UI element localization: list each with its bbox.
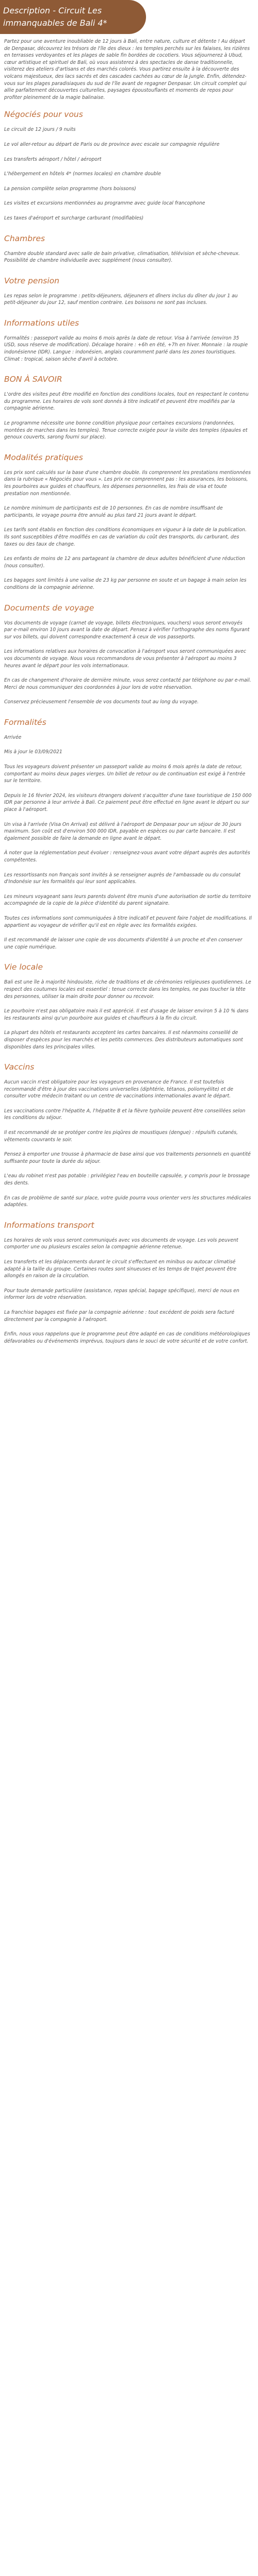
section-title-formalites: Formalités [4, 717, 46, 727]
section-title-modalites-pratiques: Modalités pratiques [4, 452, 83, 462]
section-title-vie-locale: Vie locale [4, 962, 43, 972]
section-paragraph-documents-de-voyage: En cas de changement d'horaire de dernière minute, vous serez contacté par téléphone ou par e-mail. Merci de nous communiquer des coordonnées à jour lors de votre réservation. [4, 677, 251, 690]
section-paragraph-formalites: Les ressortissants non français sont invités à se renseigner auprès de l'ambassade ou du consulat d'Indonésie sur les formalités qui leur sont applicables. [4, 872, 240, 885]
section-paragraph-formalites: Mis à jour le 03/09/2021 [4, 749, 62, 755]
section-paragraph-negocies-pour-vous: Les visites et excursions mentionnées au programme avec guide local francophone [4, 200, 205, 207]
section-paragraph-formalites: Un visa à l'arrivée (Visa On Arrival) est délivré à l'aéroport de Denpasar pour un séjour de 30 jours maximum. Son coût est d'environ 500 000 IDR, payable en espèces ou par carte bancaire. Il est également possible de faire la demande en ligne avant le départ. [4, 821, 241, 841]
section-paragraph-modalites-pratiques: Les prix sont calculés sur la base d'une chambre double. Ils comprennent les prestations mentionnées dans la rubrique « Négociés pour vous ». Les prix ne comprennent pas : les assurances, les boissons, les pourboires aux guides et chauffeurs, les dépenses personnelles, les frais de visa et toute prestation non mentionnée. [4, 469, 251, 497]
section-paragraph-vie-locale: La plupart des hôtels et restaurants acceptent les cartes bancaires. Il est néanmoins conseillé de disposer d'espèces pour les marchés et les petits commerces. Des distributeurs automatiques sont disponibles dans les principales villes. [4, 1030, 243, 1050]
section-paragraph-informations-transport: Les horaires de vols vous seront communiqués avec vos documents de voyage. Les vols peuvent comporter une ou plusieurs escales selon la compagnie aérienne retenue. [4, 1237, 238, 1250]
section-title-informations-utiles: Informations utiles [4, 318, 79, 328]
page-footer-spacer [0, 1352, 258, 1363]
page-title: Description - Circuit Les immanquables de Bali 4* [3, 6, 107, 28]
page-header [0, 0, 258, 34]
section-title-informations-transport: Informations transport [4, 1220, 94, 1230]
section-paragraph-vaccins: L'eau du robinet n'est pas potable : privilégiez l'eau en bouteille capsulée, y compris pour le brossage des dents. [4, 1173, 250, 1187]
section-paragraph-vaccins: Les vaccinations contre l'hépatite A, l'hépatite B et la fièvre typhoïde peuvent être conseillées selon les conditions du séjour. [4, 1108, 246, 1121]
section-title-bon-a-savoir: BON À SAVOIR [4, 375, 62, 384]
section-paragraph-modalites-pratiques: Les tarifs sont établis en fonction des conditions économiques en vigueur à la date de la publication. Ils sont susceptibles d'être modifiés en cas de variation du coût des transports, du carburant, des taxes ou des taux de change. [4, 527, 247, 547]
section-title-documents-de-voyage: Documents de voyage [4, 603, 94, 613]
section-paragraph-vie-locale: Bali est une île à majorité hindouiste, riche de traditions et de cérémonies religieuses quotidiennes. Le respect des coutumes locales est essentiel : tenue correcte dans les temples, ne pas toucher la tête des personnes, utiliser la main droite pour donner ou recevoir. [4, 979, 251, 999]
section-paragraph-votre-pension: Les repas selon le programme : petits-déjeuners, déjeuners et dîners inclus du dîner du jour 1 au petit-déjeuner du jour 12, sauf mention contraire. Les boissons ne sont pas incluses. [4, 293, 238, 306]
section-paragraph-vaccins: En cas de problème de santé sur place, votre guide pourra vous orienter vers les structures médicales adaptées. [4, 1195, 251, 1208]
section-paragraph-formalites: Les mineurs voyageant sans leurs parents doivent être munis d'une autorisation de sortie du territoire accompagnée de la copie de la pièce d'identité du parent signataire. [4, 893, 251, 907]
section-paragraph-vaccins: Aucun vaccin n'est obligatoire pour les voyageurs en provenance de France. Il est toutefois recommandé d'être à jour des vaccinations universelles (diphtérie, tétanos, poliomyélite) et de consulter votre médecin traitant ou un centre de vaccinations internationales avant le départ. [4, 1079, 233, 1099]
section-paragraph-bon-a-savoir: L'ordre des visites peut être modifié en fonction des conditions locales, tout en respectant le contenu du programme. Les horaires de vols sont donnés à titre indicatif et peuvent être modifiés par la compagnie aérienne. [4, 392, 249, 412]
section-paragraph-documents-de-voyage: Conservez précieusement l'ensemble de vos documents tout au long du voyage. [4, 699, 199, 705]
section-paragraph-modalites-pratiques: Les enfants de moins de 12 ans partageant la chambre de deux adultes bénéficient d'une réduction (nous consulter). [4, 556, 246, 569]
section-paragraph-negocies-pour-vous: Les transferts aéroport / hôtel / aéroport [4, 156, 102, 162]
section-paragraph-formalites: Arrivée [4, 734, 22, 740]
section-paragraph-modalites-pratiques: Le nombre minimum de participants est de 10 personnes. En cas de nombre insuffisant de participants, le voyage pourra être annulé au plus tard 21 jours avant le départ. [4, 505, 223, 518]
section-paragraph-negocies-pour-vous: Le circuit de 12 jours / 9 nuits [4, 127, 76, 133]
section-paragraph-documents-de-voyage: Les informations relatives aux horaires de convocation à l'aéroport vous seront communiquées avec vos documents de voyage. Nous vous recommandons de vous présenter à l'aéroport au moins 3 heures avant le départ pour les vols internationaux. [4, 649, 247, 669]
section-paragraph-informations-transport: Les transferts et les déplacements durant le circuit s'effectuent en minibus ou autocar climatisé adapté à la taille du groupe. Certaines routes sont sinueuses et les temps de trajet peuvent être allongés en raison de la circulation. [4, 1259, 237, 1279]
section-title-vaccins: Vaccins [4, 1062, 35, 1072]
section-paragraph-chambres: Chambre double standard avec salle de bain privative, climatisation, télévision et sèche-cheveux. Possibilité de chambre individuelle avec supplément (nous consulter). [4, 250, 240, 264]
section-paragraph-formalites: Tous les voyageurs doivent présenter un passeport valide au moins 6 mois après la date de retour, comportant au moins deux pages vierges. Un billet de retour ou de continuation est exigé à l'entrée sur le territoire. [4, 764, 246, 784]
section-paragraph-informations-transport: Pour toute demande particulière (assistance, repas spécial, bagage spécifique), merci de nous en informer lors de votre réservation. [4, 1287, 239, 1301]
section-paragraph-informations-transport: La franchise bagages est fixée par la compagnie aérienne : tout excédent de poids sera facturé directement par la compagnie à l'aéroport. [4, 1309, 235, 1323]
section-paragraph-negocies-pour-vous: L'hébergement en hôtels 4* (normes locales) en chambre double [4, 171, 161, 177]
section-paragraph-informations-transport: Enfin, nous vous rappelons que le programme peut être adapté en cas de conditions météorologiques défavorables ou d'événements imprévus, toujours dans le souci de votre sécurité et de votre confort. [4, 1331, 250, 1344]
section-paragraph-formalites: À noter que la réglementation peut évoluer : renseignez-vous avant votre départ auprès des autorités compétentes. [4, 850, 250, 863]
section-paragraph-vaccins: Pensez à emporter une trousse à pharmacie de base ainsi que vos traitements personnels en quantité suffisante pour toute la durée du séjour. [4, 1151, 251, 1164]
section-paragraph-formalites: Depuis le 16 février 2024, les visiteurs étrangers doivent s'acquitter d'une taxe touristique de 150 000 IDR par personne à leur arrivée à Bali. Ce paiement peut être effectué en ligne avant le départ ou sur place à l'aéroport. [4, 792, 252, 813]
section-paragraph-bon-a-savoir: Le programme nécessite une bonne condition physique pour certaines excursions (randonnées, montées de marches dans les temples). Tenue correcte exigée pour la visite des temples (épaules et genoux couverts, sarong fourni sur place). [4, 420, 248, 440]
section-paragraph-documents-de-voyage: Vos documents de voyage (carnet de voyage, billets électroniques, vouchers) vous seront envoyés par e-mail environ 10 jours avant la date de départ. Pensez à vérifier l'orthographe des noms figurant sur vos billets, qui doivent correspondre exactement à ceux de vos passeports. [4, 620, 250, 640]
section-paragraph-informations-utiles: Formalités : passeport valide au moins 6 mois après la date de retour. Visa à l'arrivée (environ 35 USD, sous réserve de modification). Décalage horaire : +6h en été, +7h en hiver. Monnaie : la roupie indonésienne (IDR). Langue : indonésien, anglais couramment parlé dans les zones touristiques. Climat : tropical, saison sèche d'avril à octobre. [4, 335, 248, 362]
section-title-negocies-pour-vous: Négociés pour vous [4, 110, 83, 120]
section-title-chambres: Chambres [4, 233, 45, 243]
section-title-votre-pension: Votre pension [4, 276, 59, 285]
section-paragraph-negocies-pour-vous: Le vol aller-retour au départ de Paris ou de province avec escale sur compagnie régulière [4, 141, 220, 147]
section-paragraph-formalites: Il est recommandé de laisser une copie de vos documents d'identité à un proche et d'en conserver une copie numérique. [4, 937, 243, 950]
section-paragraph-vie-locale: Le pourboire n'est pas obligatoire mais il est apprécié. Il est d'usage de laisser environ 5 à 10 % dans les restaurants ainsi qu'un pourboire aux guides et chauffeurs à la fin du circuit. [4, 1008, 249, 1021]
section-paragraph-modalites-pratiques: Les bagages sont limités à une valise de 23 kg par personne en soute et un bagage à main selon les conditions de la compagnie aérienne. [4, 578, 247, 590]
intro-paragraph: Partez pour une aventure inoubliable de 12 jours à Bali, entre nature, culture et détente ! Au départ de Denpasar, découvrez les trésors de l'île des dieux : les temples perchés sur les falaises, les rizières en terrasses verdoyantes et les plages de sable fin bordées de cocotiers. Vous séjournerez à Ubud, cœur artistique et spirituel de Bali, où vous assisterez à des spectacles de danse traditionnelle, visiterez des ateliers d'artisans et des marchés colorés. Vous partirez ensuite à la découverte des volcans majestueux, des lacs sacrés et des cascades cachées au cœur de la jungle. Enfin, détendez-vous sur les plages paradisiaques du sud de l'île avant de regagner Denpasar. Un circuit complet qui allie parfaitement découvertes culturelles, paysages époustouflants et moments de repos pour profiter pleinement de la magie balinaise. [4, 39, 250, 100]
section-paragraph-formalites: Toutes ces informations sont communiquées à titre indicatif et peuvent faire l'objet de modifications. Il appartient au voyageur de vérifier qu'il est en règle avec les formalités exigées. [4, 915, 252, 928]
description-content [0, 34, 258, 1345]
section-paragraph-negocies-pour-vous: Les taxes d'aéroport et surcharge carburant (modifiables) [4, 215, 144, 221]
section-paragraph-negocies-pour-vous: La pension complète selon programme (hors boissons) [4, 185, 136, 192]
section-paragraph-vaccins: Il est recommandé de se protéger contre les piqûres de moustiques (dengue) : répulsifs cutanés, vêtements couvrants le soir. [4, 1130, 238, 1143]
